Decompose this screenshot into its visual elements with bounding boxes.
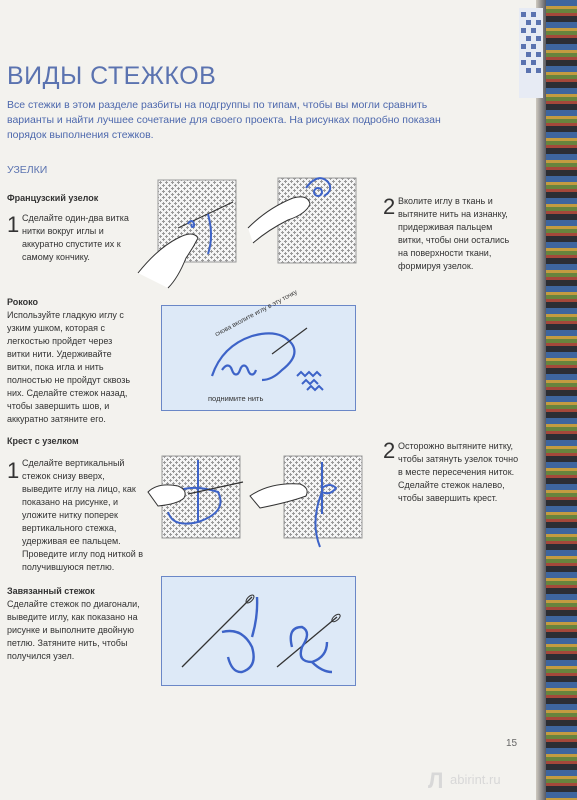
rococo-text: Используйте гладкую иглу с узким ушком, которая с легкостью пройдет через витки нити. Удерживайте витки, пока игла и нить полностью не пройдут сквозь них. Сделайте стежок назад, чтобы завершить шов, и аккуратно затяните его. [7,310,131,424]
rococo-illustration-panel [161,288,356,411]
page-gutter-shadow [536,0,546,800]
book-edge [546,0,577,800]
french-knot-step2-number: 2 [383,194,396,219]
tied-stitch-illustration-panel [161,576,356,686]
french-knot-illustration-1 [138,178,248,288]
intro-paragraph: Все стежки в этом разделе разбиты на подгруппы по типам, чтобы вы могли сравнить варианты и найти лучшее сочетание для своего проекта. На рисунках подробно показан порядок выполнения стежков. [7,99,441,141]
watermark-text: abirint.ru [450,772,501,787]
french-knot-illustration-2 [248,168,363,278]
french-knot-step1-text: Сделайте один-два витка нитки вокруг иглы и аккуратно спустите их к самому кончику. [22,213,129,262]
cross-knot-step2-text: Осторожно вытяните нитку, чтобы затянуть узелок точно в месте пересечения ниток. Сделайте стежок налево, чтобы завершить крест. [398,441,519,503]
tied-stitch-heading: Завязанный стежок [7,586,95,596]
cross-knot-illustration-2 [250,452,370,552]
french-knot-heading: Французский узелок [7,193,99,203]
cross-knot-step2-number: 2 [383,438,396,463]
tied-stitch-illustration [162,577,355,685]
section-heading: УЗЕЛКИ [7,164,48,176]
cross-knot-step1-text: Сделайте вертикальный стежок снизу вверх, выведите иглу на лицо, как показано на рисунке, и уложите нитку поперек вертикального стежка, удерживая ее пальцем. Проведите иглу под ниткой в получившуюся петлю. [22,458,144,572]
french-knot-step2-text: Вколите иглу в ткань и вытяните нить на изнанку, придерживая пальцем витки, чтобы они остались на поверхности ткани, формируя узелок. [398,196,510,271]
rococo-arc-label: снова вколите иглу в эту точку [214,288,299,339]
page-number: 15 [506,738,518,749]
page-title: ВИДЫ СТЕЖКОВ [7,62,217,90]
cross-knot-step1-number: 1 [7,458,20,483]
rococo-bottom-label: поднимите нить [208,394,264,403]
tied-stitch-text: Сделайте стежок по диагонали, выведите иглу, как показано на рисунке и выполните двойную петлю. Затяните нить, чтобы получился узел. [7,599,140,661]
corner-pattern-graphic [519,8,543,98]
rococo-heading: Рококо [7,297,39,307]
cross-knot-heading: Крест с узелком [7,436,79,446]
french-knot-step1-number: 1 [7,212,20,237]
cross-knot-illustration-1 [148,452,258,552]
watermark-logo: Л [428,768,444,793]
